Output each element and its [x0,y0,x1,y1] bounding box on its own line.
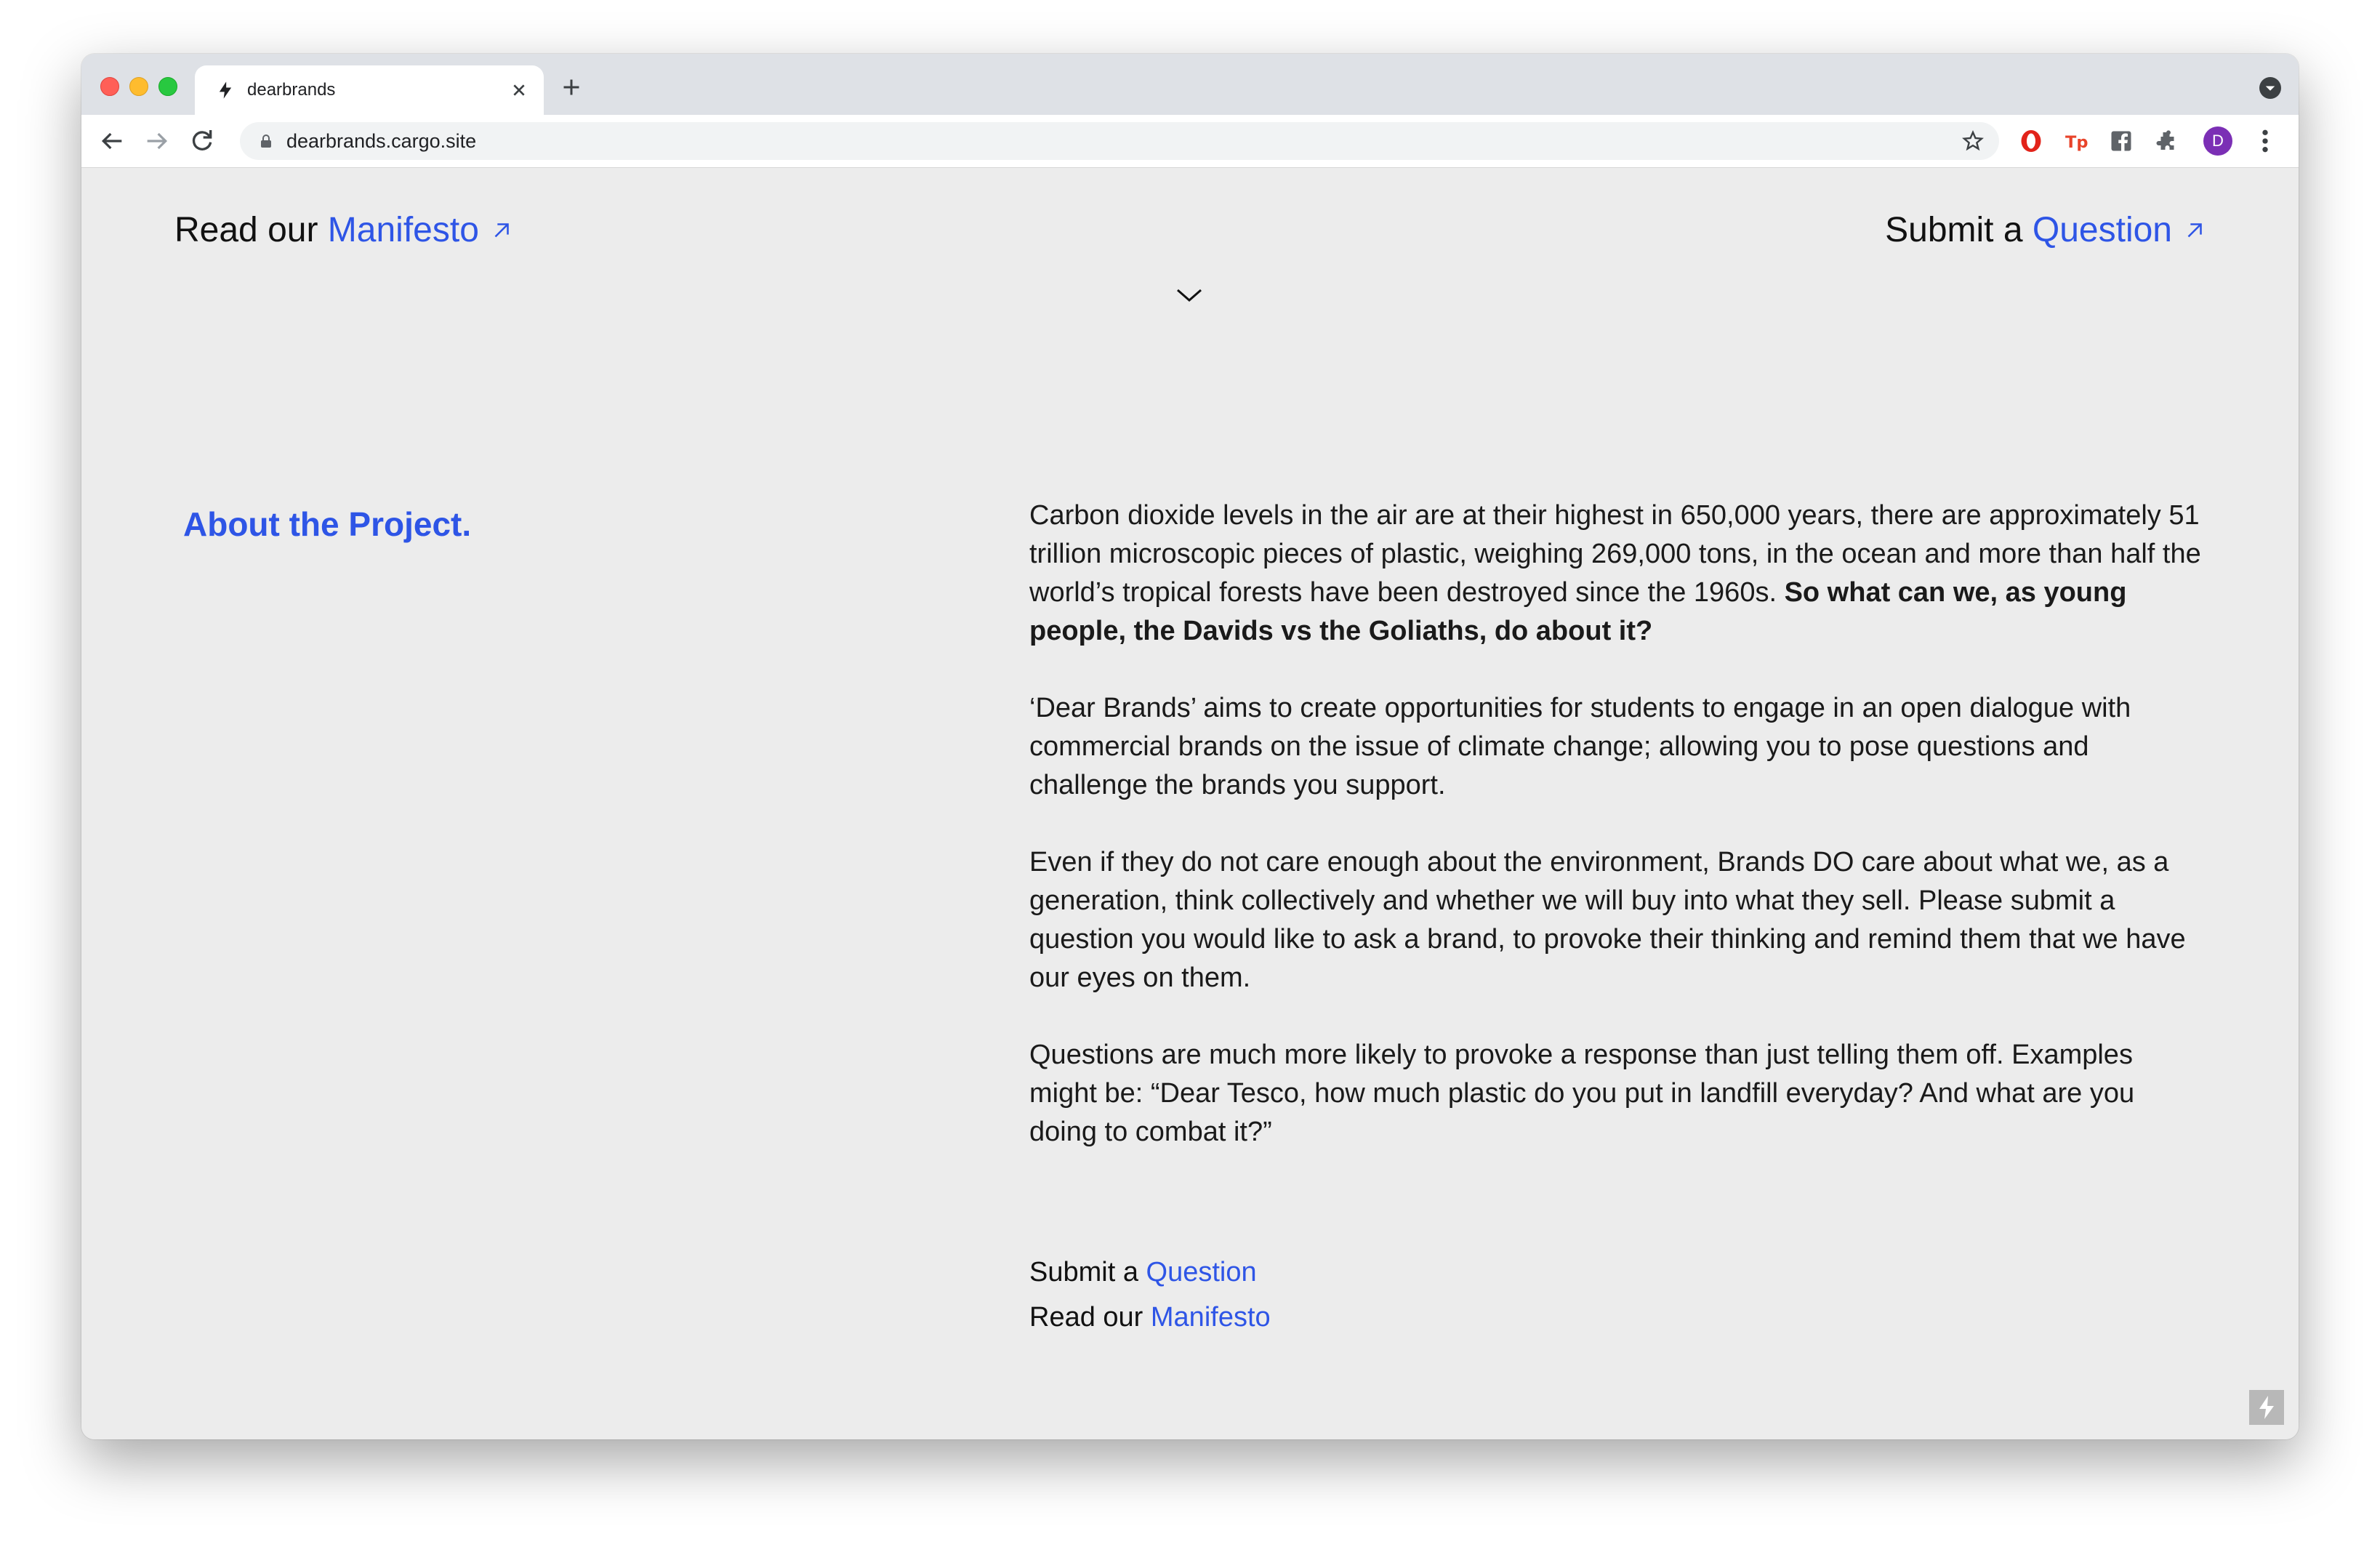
tab-title: dearbrands [247,80,336,100]
manifesto-prefix: Read our [174,211,328,249]
bookmark-star-icon[interactable] [1961,129,1985,153]
lightning-icon [2249,1390,2284,1425]
tp-extension-icon[interactable] [2063,128,2089,154]
url-text[interactable]: dearbrands.cargo.site [286,130,477,152]
footer-question-line [1029,1250,1271,1295]
profile-avatar[interactable]: D [2203,126,2232,156]
arrow-up-right-icon[interactable] [2182,218,2207,243]
question-link[interactable]: Question [2032,211,2172,249]
footer-manifesto-prefix: Read our [1029,1302,1151,1333]
chevron-down-icon[interactable] [1175,284,1204,306]
more-options-icon[interactable] [2256,126,2274,156]
browser-window [81,54,2299,1439]
browser-tab[interactable] [195,65,544,115]
page-content [81,168,2299,1439]
lock-icon[interactable] [257,132,275,150]
new-tab-button[interactable] [558,74,584,100]
puzzle-extensions-icon[interactable] [2153,128,2179,154]
manifesto-link[interactable]: Manifesto [327,211,479,249]
footer-manifesto-line [1029,1295,1271,1340]
tab-search-button[interactable] [2259,77,2281,99]
about-paragraph-2: ‘Dear Brands’ aims to create opportunities for students to engage in an open dialogue with commercial brands on the issue of climate change; allowing you to pose questions and challenge the brands you support. [1029,693,2131,800]
question-header-link[interactable] [1885,209,2207,252]
address-bar[interactable] [240,122,1999,160]
about-heading: About the Project. [183,505,472,543]
footer-links [1029,1250,1271,1340]
footer-question-link[interactable]: Question [1146,1257,1257,1287]
close-window-button[interactable] [100,77,119,96]
footer-question-prefix: Submit a [1029,1257,1146,1287]
opera-extension-icon[interactable] [2018,128,2044,154]
about-paragraph-3: Even if they do not care enough about the environment, Brands DO care about what we, as a generation, think collectively and whether we will buy into what they sell. Please submit a question you would like to ask a brand, to provoke their thinking and remind them that we have our eyes on them. [1029,847,2186,993]
facebook-extension-icon[interactable] [2108,128,2134,154]
cargo-badge[interactable] [2249,1390,2284,1425]
forward-arrow-icon[interactable] [142,126,172,156]
minimize-window-button[interactable] [129,77,148,96]
close-icon[interactable] [507,79,531,102]
footer-manifesto-link[interactable]: Manifesto [1150,1302,1271,1333]
about-paragraph-1 [1029,497,2207,651]
chevron-down-icon [2259,77,2281,99]
back-arrow-icon[interactable] [97,126,126,156]
arrow-up-right-icon[interactable] [489,218,514,243]
browser-toolbar [81,115,2299,168]
about-paragraph-1-bold: So what can we, as young people, the Davids vs the Goliaths, do about it? [1029,577,2127,646]
question-prefix: Submit a [1885,211,2033,249]
about-paragraph-1-text: Carbon dioxide levels in the air are at their highest in 650,000 years, there are approximately 51 trillion microscopic pieces of plastic, weighing 269,000 tons, in the ocean and more than half the world’s tropical forests have been destroyed since the 1960s. [1029,500,2201,608]
maximize-window-button[interactable] [158,77,177,96]
svg-text:Tp: Tp [2065,133,2088,152]
tab-strip [81,54,2299,115]
about-paragraph-4: Questions are much more likely to provoke a response than just telling them off. Examples might be: “Dear Tesco, how much plastic do you put in landfill everyday? And what are you doing to combat it?” [1029,1040,2135,1147]
about-body [1029,497,2207,1190]
reload-icon[interactable] [188,126,217,156]
lightning-icon [215,80,236,100]
manifesto-header-link[interactable] [174,209,514,252]
